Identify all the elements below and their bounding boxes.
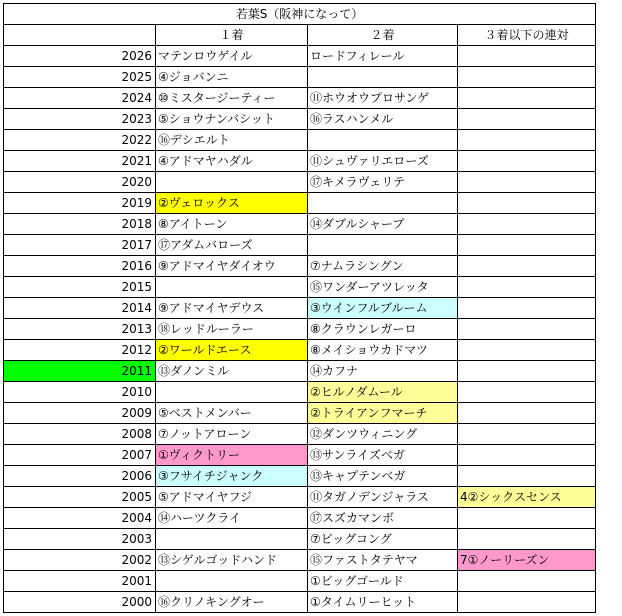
second-place-cell: ⑰キメラヴェリテ xyxy=(308,172,458,193)
table-row xyxy=(4,88,596,109)
table-row xyxy=(4,130,596,151)
table-row xyxy=(4,67,596,88)
table-row xyxy=(4,235,596,256)
first-place-cell xyxy=(156,382,308,403)
header-second: ２着 xyxy=(308,25,458,46)
first-place-cell xyxy=(156,172,308,193)
second-place-cell: ⑪シュヴァリエローズ xyxy=(308,151,458,172)
table-row xyxy=(4,340,596,361)
third-or-lower-cell xyxy=(458,466,596,487)
first-place-cell: ⑦ノットアローン xyxy=(156,424,308,445)
year-cell: 2013 xyxy=(4,319,156,340)
year-cell: 2010 xyxy=(4,382,156,403)
year-cell: 2015 xyxy=(4,277,156,298)
third-or-lower-cell xyxy=(458,340,596,361)
year-cell: 2004 xyxy=(4,508,156,529)
second-place-cell: ⑪タガノデンジャラス xyxy=(308,487,458,508)
first-place-cell xyxy=(156,571,308,592)
first-place-cell: ①ヴィクトリー xyxy=(156,445,308,466)
third-or-lower-cell xyxy=(458,130,596,151)
third-or-lower-cell xyxy=(458,214,596,235)
second-place-cell: ロードフィレール xyxy=(308,46,458,67)
year-cell: 2024 xyxy=(4,88,156,109)
third-or-lower-cell xyxy=(458,445,596,466)
year-cell: 2003 xyxy=(4,529,156,550)
year-cell: 2016 xyxy=(4,256,156,277)
table-row xyxy=(4,571,596,592)
year-cell: 2019 xyxy=(4,193,156,214)
table-row xyxy=(4,592,596,613)
table-row xyxy=(4,193,596,214)
first-place-cell xyxy=(156,529,308,550)
table-title: 若葉S（阪神になって） xyxy=(4,4,596,25)
first-place-cell: ⑤ショウナンバシット xyxy=(156,109,308,130)
second-place-cell: ⑫ダンツウィニング xyxy=(308,424,458,445)
third-or-lower-cell xyxy=(458,361,596,382)
third-or-lower-cell xyxy=(458,46,596,67)
second-place-cell: ⑭ダブルシャープ xyxy=(308,214,458,235)
year-cell: 2001 xyxy=(4,571,156,592)
second-place-cell: ⑬サンライズベガ xyxy=(308,445,458,466)
second-place-cell: ⑯ラスハンメル xyxy=(308,109,458,130)
second-place-cell: ①タイムリーヒット xyxy=(308,592,458,613)
second-place-cell: ⑭カフナ xyxy=(308,361,458,382)
first-place-cell: マテンロウゲイル xyxy=(156,46,308,67)
third-or-lower-cell xyxy=(458,508,596,529)
third-or-lower-cell xyxy=(458,424,596,445)
third-or-lower-cell xyxy=(458,193,596,214)
table-row xyxy=(4,445,596,466)
table-row xyxy=(4,550,596,571)
year-cell: 2026 xyxy=(4,46,156,67)
year-cell: 2014 xyxy=(4,298,156,319)
third-or-lower-cell xyxy=(458,529,596,550)
table-row xyxy=(4,403,596,424)
third-or-lower-cell xyxy=(458,67,596,88)
first-place-cell: ⑬シゲルゴッドハンド xyxy=(156,550,308,571)
header-third: ３着以下の連対 xyxy=(458,25,596,46)
second-place-cell: ⑬キャプテンベガ xyxy=(308,466,458,487)
title-row xyxy=(4,4,596,25)
second-place-cell: ⑮ファストタテヤマ xyxy=(308,550,458,571)
first-place-cell: ⑨アドマイヤダイオウ xyxy=(156,256,308,277)
year-cell: 2020 xyxy=(4,172,156,193)
table-row xyxy=(4,529,596,550)
year-cell: 2025 xyxy=(4,67,156,88)
table-row xyxy=(4,214,596,235)
third-or-lower-cell xyxy=(458,235,596,256)
first-place-cell: ④アドマヤハダル xyxy=(156,151,308,172)
table-row xyxy=(4,382,596,403)
second-place-cell xyxy=(308,193,458,214)
second-place-cell xyxy=(308,235,458,256)
table-row xyxy=(4,361,596,382)
first-place-cell: ②ヴェロックス xyxy=(156,193,308,214)
second-place-cell: ③ウインフルブルーム xyxy=(308,298,458,319)
year-cell: 2011 xyxy=(4,361,156,382)
third-or-lower-cell: 4②シックスセンス xyxy=(458,487,596,508)
table-row xyxy=(4,487,596,508)
third-or-lower-cell xyxy=(458,151,596,172)
year-cell: 2006 xyxy=(4,466,156,487)
year-cell: 2002 xyxy=(4,550,156,571)
third-or-lower-cell xyxy=(458,571,596,592)
first-place-cell: ⑱レッドルーラー xyxy=(156,319,308,340)
year-cell: 2005 xyxy=(4,487,156,508)
second-place-cell: ①ビッグゴールド xyxy=(308,571,458,592)
first-place-cell: ④ジョバンニ xyxy=(156,67,308,88)
first-place-cell: ⑧アイトーン xyxy=(156,214,308,235)
table-row xyxy=(4,46,596,67)
third-or-lower-cell xyxy=(458,382,596,403)
second-place-cell: ⑪ホウオウプロサンゲ xyxy=(308,88,458,109)
second-place-cell: ⑦ナムラシングン xyxy=(308,256,458,277)
first-place-cell: ⑬ダノンミル xyxy=(156,361,308,382)
second-place-cell xyxy=(308,130,458,151)
table-row xyxy=(4,109,596,130)
first-place-cell: ⑭ハーツクライ xyxy=(156,508,308,529)
year-cell: 2008 xyxy=(4,424,156,445)
first-place-cell: ⑯デシエルト xyxy=(156,130,308,151)
second-place-cell: ⑧メイショウカドマツ xyxy=(308,340,458,361)
table-row xyxy=(4,172,596,193)
header-first: １着 xyxy=(156,25,308,46)
table-row xyxy=(4,298,596,319)
first-place-cell: ③フサイチジャンク xyxy=(156,466,308,487)
first-place-cell: ②ワールドエース xyxy=(156,340,308,361)
third-or-lower-cell xyxy=(458,256,596,277)
table-row xyxy=(4,256,596,277)
first-place-cell: ⑯クリノキングオー xyxy=(156,592,308,613)
first-place-cell: ⑤アドマイヤフジ xyxy=(156,487,308,508)
third-or-lower-cell xyxy=(458,172,596,193)
first-place-cell: ⑰アダムバローズ xyxy=(156,235,308,256)
second-place-cell xyxy=(308,67,458,88)
third-or-lower-cell xyxy=(458,319,596,340)
third-or-lower-cell xyxy=(458,592,596,613)
third-or-lower-cell xyxy=(458,109,596,130)
table-row xyxy=(4,151,596,172)
second-place-cell: ②ヒルノダムール xyxy=(308,382,458,403)
year-cell: 2012 xyxy=(4,340,156,361)
third-or-lower-cell xyxy=(458,298,596,319)
third-or-lower-cell xyxy=(458,403,596,424)
year-cell: 2017 xyxy=(4,235,156,256)
third-or-lower-cell xyxy=(458,88,596,109)
second-place-cell: ⑮ワンダーアツレッタ xyxy=(308,277,458,298)
header-row xyxy=(4,25,596,46)
table-row xyxy=(4,508,596,529)
first-place-cell: ⑤ベストメンバー xyxy=(156,403,308,424)
second-place-cell: ⑰スズカマンボ xyxy=(308,508,458,529)
first-place-cell: ⑨アドマイヤデウス xyxy=(156,298,308,319)
results-table xyxy=(3,3,596,613)
year-cell: 2007 xyxy=(4,445,156,466)
year-cell: 2021 xyxy=(4,151,156,172)
table-row xyxy=(4,424,596,445)
second-place-cell: ②トライアンフマーチ xyxy=(308,403,458,424)
year-cell: 2023 xyxy=(4,109,156,130)
header-year xyxy=(4,25,156,46)
third-or-lower-cell xyxy=(458,277,596,298)
year-cell: 2009 xyxy=(4,403,156,424)
second-place-cell: ⑦ビッグコング xyxy=(308,529,458,550)
year-cell: 2000 xyxy=(4,592,156,613)
table-row xyxy=(4,466,596,487)
table-row xyxy=(4,277,596,298)
third-or-lower-cell: 7①ノーリーズン xyxy=(458,550,596,571)
second-place-cell: ⑧クラウンレガーロ xyxy=(308,319,458,340)
table-row xyxy=(4,319,596,340)
first-place-cell xyxy=(156,277,308,298)
year-cell: 2022 xyxy=(4,130,156,151)
first-place-cell: ⑩ミスタージーティー xyxy=(156,88,308,109)
year-cell: 2018 xyxy=(4,214,156,235)
